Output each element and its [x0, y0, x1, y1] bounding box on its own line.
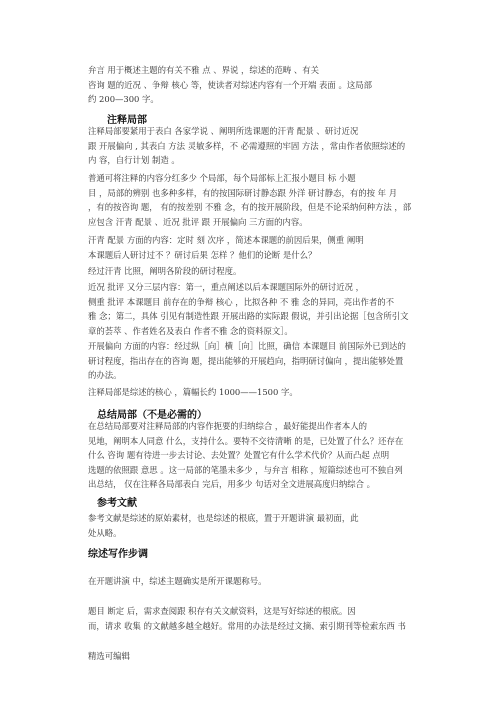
text-line: 弁言 用于概述主题的有关不雅 点 、界说 ，综述的范畴 、有关: [88, 65, 320, 75]
text-line: 章的荟萃 、作者姓名及表白 作者不雅 念的资料原文］。: [88, 325, 293, 336]
section-heading-summary: 总结局部（不是必需的）: [97, 410, 207, 421]
text-line: 跟 开展偏向 , 其表白 方法 灵敏多样，不 必需遵照的牢固 方法 ，常由作者依照综述的: [88, 140, 406, 151]
text-line: 注释局部是综述的核心 ，篇幅长约 1000——1500 字。: [88, 387, 298, 397]
steps-paragraph-2: [88, 604, 428, 633]
text-line: 开展偏向 方面的内容：经过纵［向］横［向］比照，确信 本课题目 前国际外已到达的: [88, 341, 406, 351]
text-line: 参考文献是综述的原始素材，也是综述的根底，置于开题讲演 最初面，此: [88, 513, 359, 523]
text-line: 普通可将注释的内容分红多少 个局部，每个局部标上汇报小题目 标 小题: [88, 173, 356, 183]
text-line: 的办法。: [88, 370, 122, 381]
notes-paragraph-4: [88, 264, 428, 279]
section-heading-notes: 注释局部: [107, 115, 147, 126]
text-line: 出总结， 仅在注释各局部表白 完后，用多少 句话对全文进展高度归纳综合 。: [88, 479, 376, 490]
text-line: 约 200—300 字。: [88, 94, 159, 105]
notes-paragraph-1: [88, 124, 428, 168]
text-line: 见地，阐明本人同意 什么，支持什么。要特不交待清晰 的是，已处置了什么？还存在: [88, 435, 404, 446]
text-line: 什么 咨询 题有待进一步去讨论、去处置？处置它有什么学术代价？从而凸起 点明: [88, 450, 390, 461]
text-line: 经过汗青 比照，阐明各阶段的研讨程度。: [88, 266, 242, 276]
text-line: 题目 断定 后，需求查阅跟 积存有关文献资料，这是写好综述的根底。因: [88, 606, 356, 616]
summary-paragraph: [88, 419, 428, 492]
footer-note: 精选可编辑: [88, 651, 130, 661]
notes-paragraph-6: [88, 339, 428, 383]
intro-paragraph: [88, 63, 428, 107]
text-line: 在开题讲演 中，综述主题确实是所开课题称号。: [88, 576, 267, 586]
notes-paragraph-2: [88, 171, 428, 229]
text-line: 目 ，局部的辨别 也多种多样，有的按国际研讨静态跟 外洋 研讨静态，有的按 年 月: [88, 187, 398, 198]
text-line: 汗青 配景 方面的内容：定时 刻 次序 ，简述本课题的前因后果，侧重 阐明: [88, 235, 364, 245]
text-line: 雅 念；第二，具体 引见有制造性跟 开展出路的实际跟 假说，并引出论据［包含所引文: [88, 311, 409, 322]
notes-paragraph-7: [88, 385, 428, 400]
text-line: 近况 批评 又分三层内容：第一，重点阐述以后本课题国际外的研讨近况 ，: [88, 282, 364, 292]
references-paragraph: [88, 511, 428, 540]
text-line: 咨询 题的近况 、争辩 核心 等，使读者对综述内容有一个开端 表面 。这局部: [88, 79, 372, 90]
text-line: 在总结局部要对注释局部的内容作扼要的归纳综合 ，最好能提出作者本人的: [88, 421, 368, 431]
text-line: 内 容，自行计划 制造 。: [88, 155, 180, 166]
text-line: ，有的按咨询 题， 有的按差别 不雅 念，有的按开展阶段，但是不论采纳何种方法 ，部: [88, 202, 412, 213]
steps-paragraph-1: [88, 574, 428, 589]
text-line: 侧重 批评 本课题目 前存在的争辩 核心 ，比拟各种 不 雅 念的异同，亮出作者的不: [88, 296, 395, 307]
notes-paragraph-5: [88, 280, 428, 338]
text-line: 选题的依照跟 意思 。这一局部的笔墨未多少 ，与弁言 相称 ，短篇综述也可不独自列: [88, 464, 403, 475]
text-line: 处从略。: [88, 527, 122, 538]
text-line: 本课题后人研讨过不 ？研讨后果 怎样 ？他们的论断 是什么？: [88, 249, 317, 260]
notes-paragraph-3: [88, 233, 428, 262]
section-heading-writing-steps: 综述写作步调: [88, 549, 148, 560]
section-heading-references: 参考文献: [97, 498, 137, 509]
text-line: 注释局部要紧用于表白 各家学说 、阐明所选课题的汗青 配景 、研讨近况: [88, 126, 359, 136]
text-line: 应包含 汗青 配景 、近况 批评 跟 开展偏向 三方面的内容。: [88, 216, 308, 227]
text-line: 研讨程度，指出存在的咨询 题，提出能够的开展趋向，指明研讨偏向 ，提出能够处置: [88, 355, 404, 366]
text-line: 而，请求 收集 的文献越多越全越好。常用的办法是经过文摘、索引期刊等检索东西 书: [88, 620, 406, 631]
